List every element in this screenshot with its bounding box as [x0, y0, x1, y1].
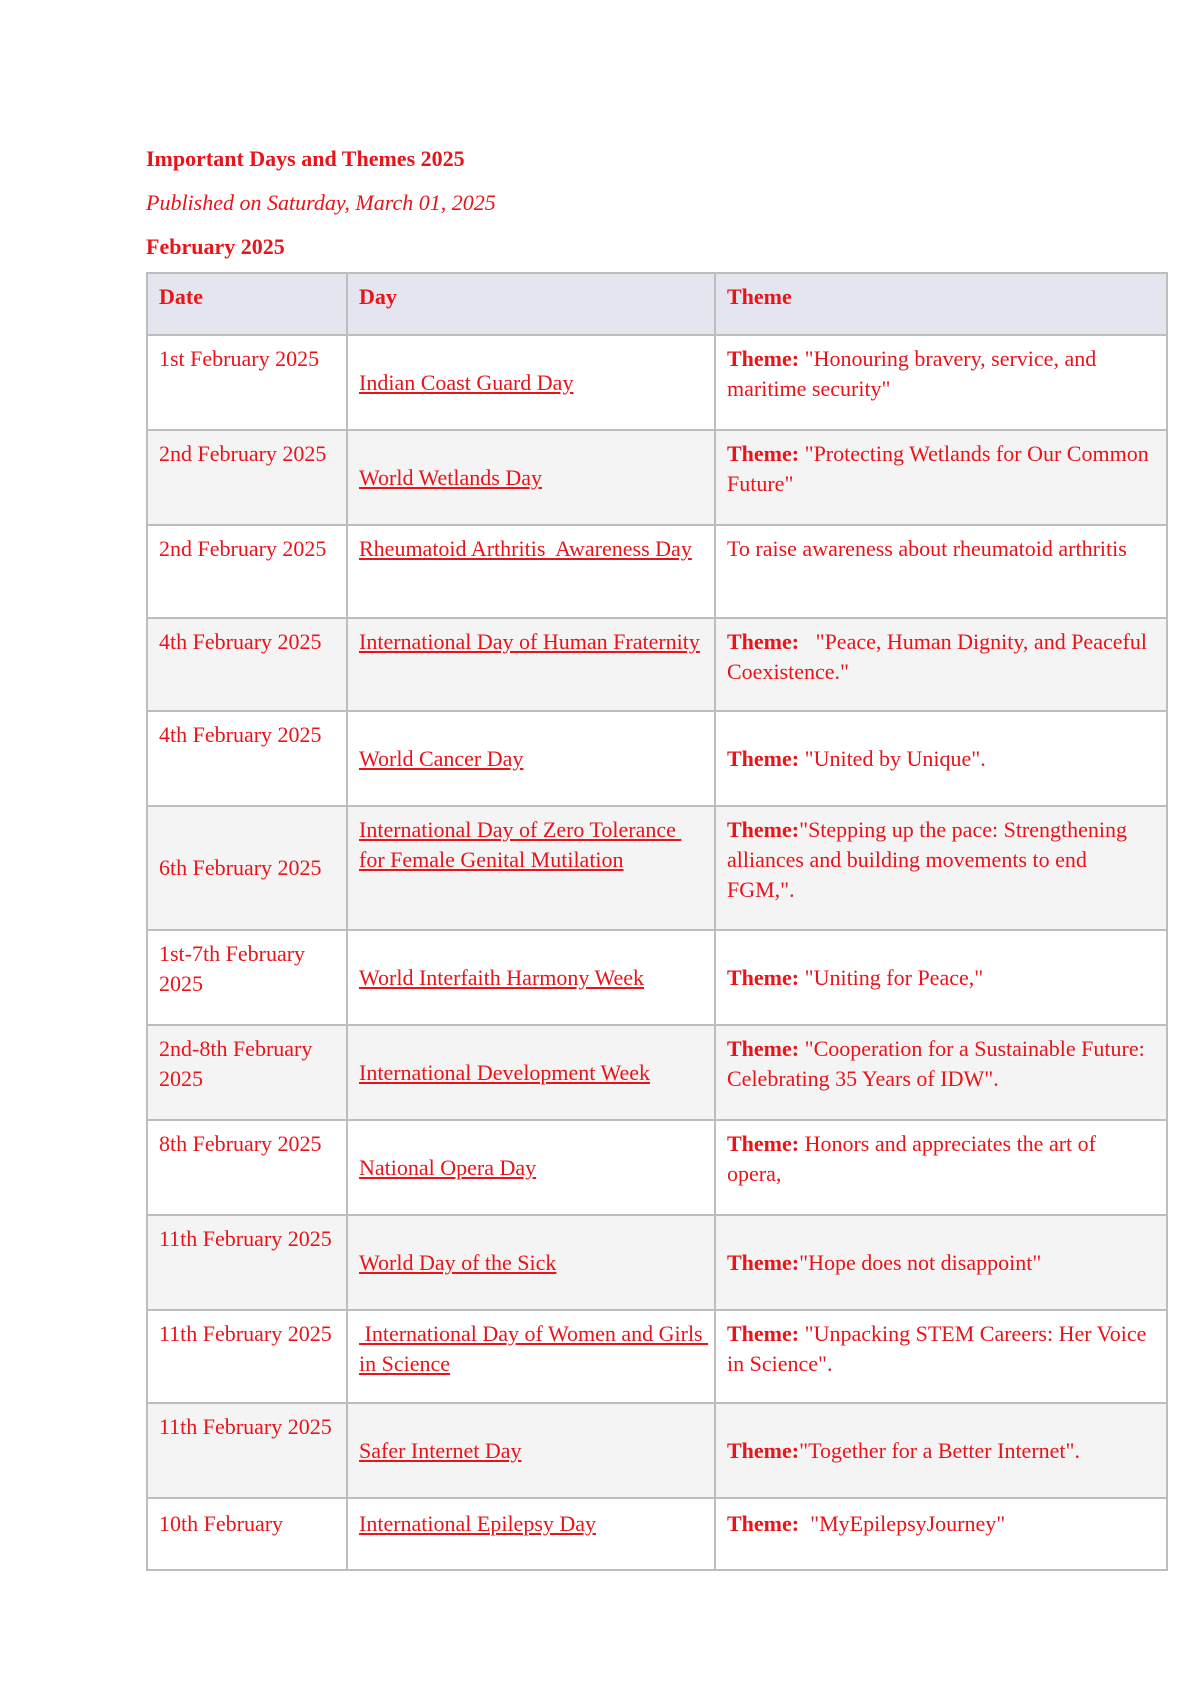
theme-text: "Cooperation for a Sustainable Future: Celebrating 35 Years of IDW".: [727, 1036, 1151, 1091]
table-row: [147, 335, 1167, 430]
day-cell: [347, 1310, 715, 1403]
day-cell: [347, 1498, 715, 1570]
theme-text: "Uniting for Peace,": [799, 964, 984, 990]
day-cell: [347, 430, 715, 525]
table-body: [147, 335, 1167, 1570]
theme-cell: [715, 1120, 1167, 1215]
theme-label: Theme:: [727, 1437, 800, 1463]
theme-cell: [715, 430, 1167, 525]
theme-cell: [715, 335, 1167, 430]
day-link[interactable]: World Wetlands Day: [359, 464, 543, 490]
theme-label: Theme:: [727, 1511, 800, 1536]
theme-cell: [715, 1215, 1167, 1310]
theme-label: Theme:: [727, 441, 800, 466]
date-cell: 2nd February 2025: [147, 525, 347, 618]
document-title: Important Days and Themes 2025: [146, 146, 465, 171]
theme-label: Theme:: [727, 745, 800, 771]
section-heading: February 2025: [146, 234, 285, 259]
day-cell: [347, 930, 715, 1025]
table-row: [147, 1403, 1167, 1498]
date-cell: 11th February 2025: [147, 1310, 347, 1403]
table-row: [147, 1120, 1167, 1215]
table-header-row: [147, 273, 1167, 335]
theme-cell: [715, 806, 1167, 930]
table-row: [147, 430, 1167, 525]
table-row: [147, 711, 1167, 806]
theme-text: "Peace, Human Dignity, and Peaceful Coexistence.": [727, 629, 1153, 684]
day-link[interactable]: World Interfaith Harmony Week: [359, 964, 645, 990]
theme-text: Honors and appreciates the art of opera,: [727, 1131, 1102, 1186]
theme-text: "Hope does not disappoint": [799, 1249, 1042, 1275]
theme-text: To raise awareness about rheumatoid arthritis: [727, 536, 1127, 561]
date-cell: 1st-7th February 2025: [147, 930, 347, 1025]
header-date: Date: [147, 273, 347, 335]
day-link[interactable]: Rheumatoid Arthritis Awareness Day: [359, 536, 692, 561]
document-page: [146, 142, 1166, 1571]
table-row: [147, 1310, 1167, 1403]
theme-text: "Unpacking STEM Careers: Her Voice in Science".: [727, 1321, 1152, 1376]
day-cell: [347, 1025, 715, 1120]
day-link[interactable]: World Day of the Sick: [359, 1249, 557, 1275]
day-link[interactable]: International Day of Zero Tolerance for Female Genital Mutilation: [359, 817, 682, 872]
date-cell: 11th February 2025: [147, 1403, 347, 1498]
day-link[interactable]: International Development Week: [359, 1059, 651, 1085]
date-cell: 2nd-8th February 2025: [147, 1025, 347, 1120]
date-cell: 4th February 2025: [147, 618, 347, 711]
day-cell: [347, 335, 715, 430]
theme-text: "United by Unique".: [799, 745, 986, 771]
theme-label: Theme:: [727, 1321, 800, 1346]
theme-text: "Together for a Better Internet".: [799, 1437, 1081, 1463]
theme-label: Theme:: [727, 629, 800, 654]
day-cell: [347, 711, 715, 806]
date-cell: 1st February 2025: [147, 335, 347, 430]
header-theme: Theme: [715, 273, 1167, 335]
date-cell: 2nd February 2025: [147, 430, 347, 525]
day-cell: [347, 525, 715, 618]
day-link[interactable]: Indian Coast Guard Day: [359, 369, 574, 395]
theme-cell: [715, 1310, 1167, 1403]
day-link[interactable]: International Day of Women and Girls in Science: [359, 1321, 709, 1376]
theme-label: Theme:: [727, 1131, 800, 1156]
day-link[interactable]: Safer Internet Day: [359, 1437, 522, 1463]
header-day: Day: [347, 273, 715, 335]
table-row: [147, 1025, 1167, 1120]
day-cell: [347, 806, 715, 930]
table-row: [147, 930, 1167, 1025]
published-date: Published on Saturday, March 01, 2025: [146, 190, 496, 215]
table-row: [147, 525, 1167, 618]
date-cell: 10th February: [147, 1498, 347, 1570]
theme-label: Theme:: [727, 964, 800, 990]
theme-cell: [715, 1403, 1167, 1498]
theme-text: "Protecting Wetlands for Our Common Future": [727, 441, 1155, 496]
table-row: [147, 1215, 1167, 1310]
theme-text: "MyEpilepsyJourney": [799, 1511, 1006, 1536]
day-link[interactable]: World Cancer Day: [359, 745, 524, 771]
day-cell: [347, 1120, 715, 1215]
theme-cell: [715, 618, 1167, 711]
theme-cell: [715, 711, 1167, 806]
theme-cell: [715, 930, 1167, 1025]
theme-label: Theme:: [727, 1036, 800, 1061]
day-link[interactable]: International Day of Human Fraternity: [359, 629, 700, 654]
date-cell: 11th February 2025: [147, 1215, 347, 1310]
day-cell: [347, 1403, 715, 1498]
table-row: [147, 618, 1167, 711]
day-link[interactable]: International Epilepsy Day: [359, 1511, 597, 1536]
table-row: [147, 1498, 1167, 1570]
day-cell: [347, 618, 715, 711]
date-cell: 8th February 2025: [147, 1120, 347, 1215]
theme-cell: [715, 1025, 1167, 1120]
theme-cell: [715, 525, 1167, 618]
theme-cell: [715, 1498, 1167, 1570]
theme-text: "Stepping up the pace: Strengthening alliances and building movements to end FGM,".: [727, 817, 1133, 902]
theme-label: Theme:: [727, 346, 800, 371]
theme-text: "Honouring bravery, service, and maritime security": [727, 346, 1102, 401]
important-days-table: [146, 272, 1168, 1571]
day-link[interactable]: National Opera Day: [359, 1154, 537, 1180]
date-cell: 6th February 2025: [147, 806, 347, 930]
theme-label: Theme:: [727, 1249, 800, 1275]
table-row: [147, 806, 1167, 930]
day-cell: [347, 1215, 715, 1310]
theme-label: Theme:: [727, 817, 800, 842]
date-cell: 4th February 2025: [147, 711, 347, 806]
